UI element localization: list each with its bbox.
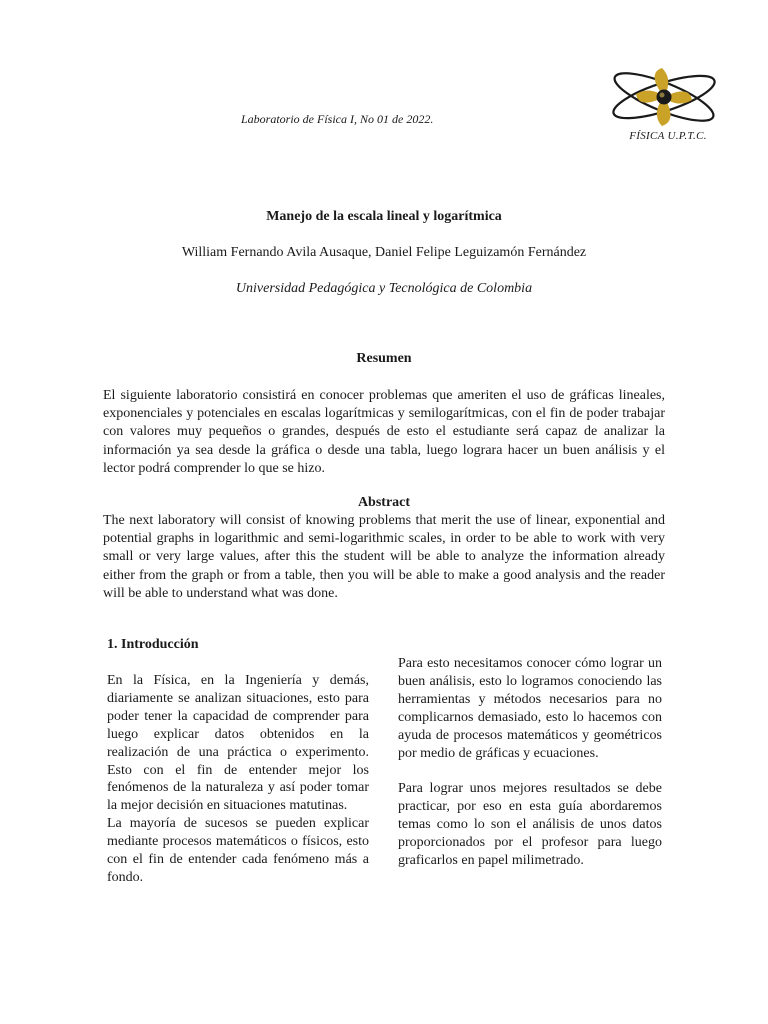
paragraph-gap xyxy=(398,762,662,780)
intro-paragraph-3: Para esto necesitamos conocer cómo lograr un buen análisis, esto lo logramos conociendo las herramientas y métodos necesarios para no complicarnos demasiado, esto lo hacemos con ayuda de procesos matemáticos y geométricos por medio de gráficas y ecuaciones. xyxy=(398,656,662,761)
logo-caption: FÍSICA U.P.T.C. xyxy=(629,130,707,142)
journal-reference: Laboratorio de Física I, No 01 de 2022. xyxy=(241,112,434,126)
paper-affiliation: Universidad Pedagógica y Tecnológica de Colombia xyxy=(235,281,533,296)
intro-paragraph-2: La mayoría de sucesos se pueden explicar mediante procesos matemáticos o físicos, esto con el fin de entender cada fenómeno más a fondo. xyxy=(107,816,369,885)
resumen-text: El siguiente laboratorio consistirá en conocer problemas que ameriten el uso de gráficas lineales, exponenciales y potenciales en escalas logarítmicas y semilogarítmicas, con el fin de poder trabajar con valores muy pequeños o grandes, después de esto el estudiante será capaz de analizar la información ya sea desde la gráfica o desde una tabla, luego lograra hacer un buen análisis y el lector podrá comprender lo que se hizo. xyxy=(103,388,665,476)
intro-paragraph-1: En la Física, en la Ingeniería y demás, diariamente se analizan situaciones, esto para poder tener la capacidad de comprender para luego explicar datos obtenidos en la realización de una práctica o experimento. Esto con el fin de entender mejor los fenómenos de la naturaleza y así poder tomar la mejor decisión en situaciones matutinas. xyxy=(107,673,369,814)
uptc-fisica-logo xyxy=(608,64,720,150)
left-column xyxy=(107,672,369,887)
abstract-heading: Abstract xyxy=(357,495,411,510)
atom-logo-icon xyxy=(608,64,720,134)
abstract-text: The next laboratory will consist of knowing problems that merit the use of linear, exponential and potential graphs in logarithmic and semi-logarithmic scales, in order to be able to work with very small or very large values, after this the student will be able to analyze the information already either from the graph or from a table, then you will be able to make a good analysis and the reader will be able to understand what was done. xyxy=(103,513,665,601)
introduction-heading: 1. Introducción xyxy=(107,637,199,652)
paper-title: Manejo de la escala lineal y logarítmica xyxy=(266,209,502,224)
right-column xyxy=(398,655,662,870)
paper-authors: William Fernando Avila Ausaque, Daniel Felipe Leguizamón Fernández xyxy=(181,245,587,260)
resumen-heading: Resumen xyxy=(356,351,412,366)
intro-paragraph-4: Para lograr unos mejores resultados se debe practicar, por eso en esta guía abordaremos temas como lo son el análisis de unos datos proporcionados por el profesor para luego graficarlos en papel milimetrado. xyxy=(398,781,662,869)
